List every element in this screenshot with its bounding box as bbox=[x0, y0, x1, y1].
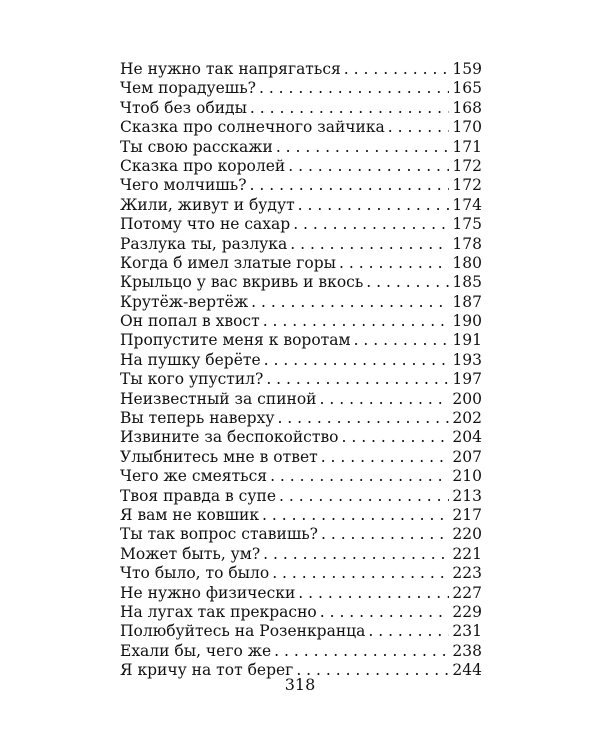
toc-entry bbox=[120, 196, 482, 215]
dot-leader bbox=[259, 79, 449, 98]
toc-entry-title: Жили, живут и будут bbox=[120, 195, 295, 214]
toc-entry bbox=[120, 176, 482, 195]
dot-leader bbox=[388, 118, 450, 137]
toc-entry-page: 238 bbox=[452, 641, 482, 660]
table-of-contents bbox=[120, 60, 482, 681]
toc-entry bbox=[120, 254, 482, 273]
toc-entry-page: 244 bbox=[452, 661, 482, 680]
toc-entry-title: Не нужно так напрягаться bbox=[120, 60, 341, 78]
toc-entry-page: 202 bbox=[452, 409, 482, 428]
dot-leader bbox=[320, 390, 450, 409]
dot-leader bbox=[339, 254, 449, 273]
toc-entry-page: 178 bbox=[452, 234, 482, 253]
toc-entry bbox=[120, 409, 482, 428]
dot-leader bbox=[263, 545, 449, 564]
toc-entry-page: 229 bbox=[452, 602, 482, 621]
dot-leader bbox=[293, 215, 449, 234]
toc-entry bbox=[120, 235, 482, 254]
toc-entry-title: Разлука ты, разлука bbox=[120, 234, 288, 253]
toc-entry bbox=[120, 331, 482, 350]
toc-entry-title: Чем порадуешь? bbox=[120, 79, 256, 98]
dot-leader bbox=[262, 506, 449, 525]
dot-leader bbox=[321, 525, 449, 544]
dot-leader bbox=[279, 487, 449, 506]
toc-entry-title: Когда б имел златые горы bbox=[120, 253, 337, 272]
toc-entry-page: 221 bbox=[452, 544, 482, 563]
toc-entry-title: Улыбнитесь мне в ответ bbox=[120, 447, 318, 466]
dot-leader bbox=[366, 273, 449, 292]
toc-entry-title: Я кричу на тот берег bbox=[120, 661, 294, 680]
toc-entry bbox=[120, 351, 482, 370]
toc-entry-title: Вы теперь наверху bbox=[120, 409, 275, 428]
toc-entry-title: Он попал в хвост bbox=[120, 312, 260, 331]
dot-leader bbox=[276, 138, 450, 157]
page-number: 318 bbox=[284, 675, 316, 694]
toc-entry-page: 223 bbox=[452, 564, 482, 583]
toc-entry-page: 200 bbox=[452, 389, 482, 408]
dot-leader bbox=[264, 351, 450, 370]
toc-entry-page: 185 bbox=[452, 273, 482, 292]
toc-entry bbox=[120, 428, 482, 447]
toc-entry-page: 187 bbox=[452, 292, 482, 311]
dot-leader bbox=[298, 584, 449, 603]
toc-entry bbox=[120, 487, 482, 506]
toc-entry-page: 231 bbox=[452, 622, 482, 641]
dot-leader bbox=[272, 564, 449, 583]
toc-entry-page: 172 bbox=[452, 176, 482, 195]
toc-entry-page: 172 bbox=[452, 156, 482, 175]
toc-entry bbox=[120, 99, 482, 118]
toc-entry bbox=[120, 293, 482, 312]
toc-entry-title: Ты так вопрос ставишь? bbox=[120, 525, 318, 544]
toc-entry-title: Я вам не ковшик bbox=[120, 505, 260, 524]
dot-leader bbox=[344, 60, 450, 79]
toc-entry-title: Сказка про королей bbox=[120, 156, 286, 175]
toc-entry-page: 227 bbox=[452, 583, 482, 602]
toc-entry-title: Крутёж-вертёж bbox=[120, 292, 249, 311]
dot-leader bbox=[250, 176, 450, 195]
dot-leader bbox=[321, 448, 450, 467]
toc-entry bbox=[120, 60, 482, 79]
toc-entry-title: Полюбуйтесь на Розенкранца bbox=[120, 622, 366, 641]
toc-entry bbox=[120, 157, 482, 176]
toc-entry bbox=[120, 215, 482, 234]
toc-entry-title: Извините за беспокойство bbox=[120, 428, 339, 447]
toc-entry-page: 204 bbox=[452, 428, 482, 447]
toc-entry-title: На лугах так прекрасно bbox=[120, 602, 317, 621]
dot-leader bbox=[354, 331, 450, 350]
toc-entry-page: 165 bbox=[452, 79, 482, 98]
toc-entry-title: Ты свою расскажи bbox=[120, 137, 273, 156]
toc-entry-page: 193 bbox=[452, 350, 482, 369]
toc-entry-page: 191 bbox=[452, 331, 482, 350]
toc-entry-page: 220 bbox=[452, 525, 482, 544]
toc-entry-title: Крыльцо у вас вкривь и вкось bbox=[120, 273, 364, 292]
toc-entry bbox=[120, 273, 482, 292]
toc-entry bbox=[120, 603, 482, 622]
toc-entry-title: Пропустите меня к воротам bbox=[120, 331, 351, 350]
toc-entry bbox=[120, 370, 482, 389]
toc-entry-page: 174 bbox=[452, 195, 482, 214]
toc-entry-page: 197 bbox=[452, 370, 482, 389]
toc-entry bbox=[120, 506, 482, 525]
toc-entry-page: 190 bbox=[452, 312, 482, 331]
toc-entry bbox=[120, 118, 482, 137]
toc-entry-page: 207 bbox=[452, 447, 482, 466]
dot-leader bbox=[288, 157, 449, 176]
toc-entry bbox=[120, 642, 482, 661]
toc-entry-page: 170 bbox=[452, 118, 482, 137]
toc-entry-title: Сказка про солнечного зайчика bbox=[120, 118, 385, 137]
dot-leader bbox=[368, 622, 449, 641]
dot-leader bbox=[266, 370, 449, 389]
toc-entry-title: Чего молчишь? bbox=[120, 176, 247, 195]
dot-leader bbox=[277, 409, 449, 428]
toc-entry bbox=[120, 138, 482, 157]
toc-entry bbox=[120, 467, 482, 486]
toc-entry-page: 168 bbox=[452, 98, 482, 117]
dot-leader bbox=[250, 99, 450, 118]
toc-entry bbox=[120, 545, 482, 564]
dot-leader bbox=[270, 467, 449, 486]
toc-entry bbox=[120, 564, 482, 583]
dot-leader bbox=[274, 642, 449, 661]
toc-entry-title: Ты кого упустил? bbox=[120, 370, 264, 389]
toc-entry bbox=[120, 79, 482, 98]
dot-leader bbox=[320, 603, 450, 622]
toc-entry-page: 171 bbox=[452, 137, 482, 156]
toc-entry-title: Потому что не сахар bbox=[120, 215, 291, 234]
toc-entry-title: Твоя правда в супе bbox=[120, 486, 276, 505]
toc-entry-page: 180 bbox=[452, 253, 482, 272]
toc-entry-page: 159 bbox=[452, 60, 482, 78]
dot-leader bbox=[342, 428, 450, 447]
dot-leader bbox=[298, 196, 450, 215]
toc-entry-title: Не нужно физически bbox=[120, 583, 296, 602]
toc-entry bbox=[120, 448, 482, 467]
toc-entry bbox=[120, 525, 482, 544]
toc-entry-title: Неизвестный за спиной bbox=[120, 389, 317, 408]
dot-leader bbox=[290, 235, 449, 254]
toc-entry bbox=[120, 622, 482, 641]
dot-leader bbox=[263, 312, 450, 331]
toc-entry-title: На пушку берёте bbox=[120, 350, 261, 369]
toc-entry-title: Чего же смеяться bbox=[120, 467, 268, 486]
toc-entry-title: Чтоб без обиды bbox=[120, 98, 247, 117]
toc-entry bbox=[120, 312, 482, 331]
toc-entry-page: 210 bbox=[452, 467, 482, 486]
toc-entry-page: 175 bbox=[452, 215, 482, 234]
toc-entry-title: Что было, то было bbox=[120, 564, 270, 583]
toc-entry bbox=[120, 390, 482, 409]
toc-entry-page: 217 bbox=[452, 505, 482, 524]
dot-leader bbox=[251, 293, 449, 312]
toc-entry-title: Может быть, ум? bbox=[120, 544, 261, 563]
toc-entry-title: Ехали бы, чего же bbox=[120, 641, 272, 660]
toc-entry-page: 213 bbox=[452, 486, 482, 505]
toc-entry bbox=[120, 584, 482, 603]
